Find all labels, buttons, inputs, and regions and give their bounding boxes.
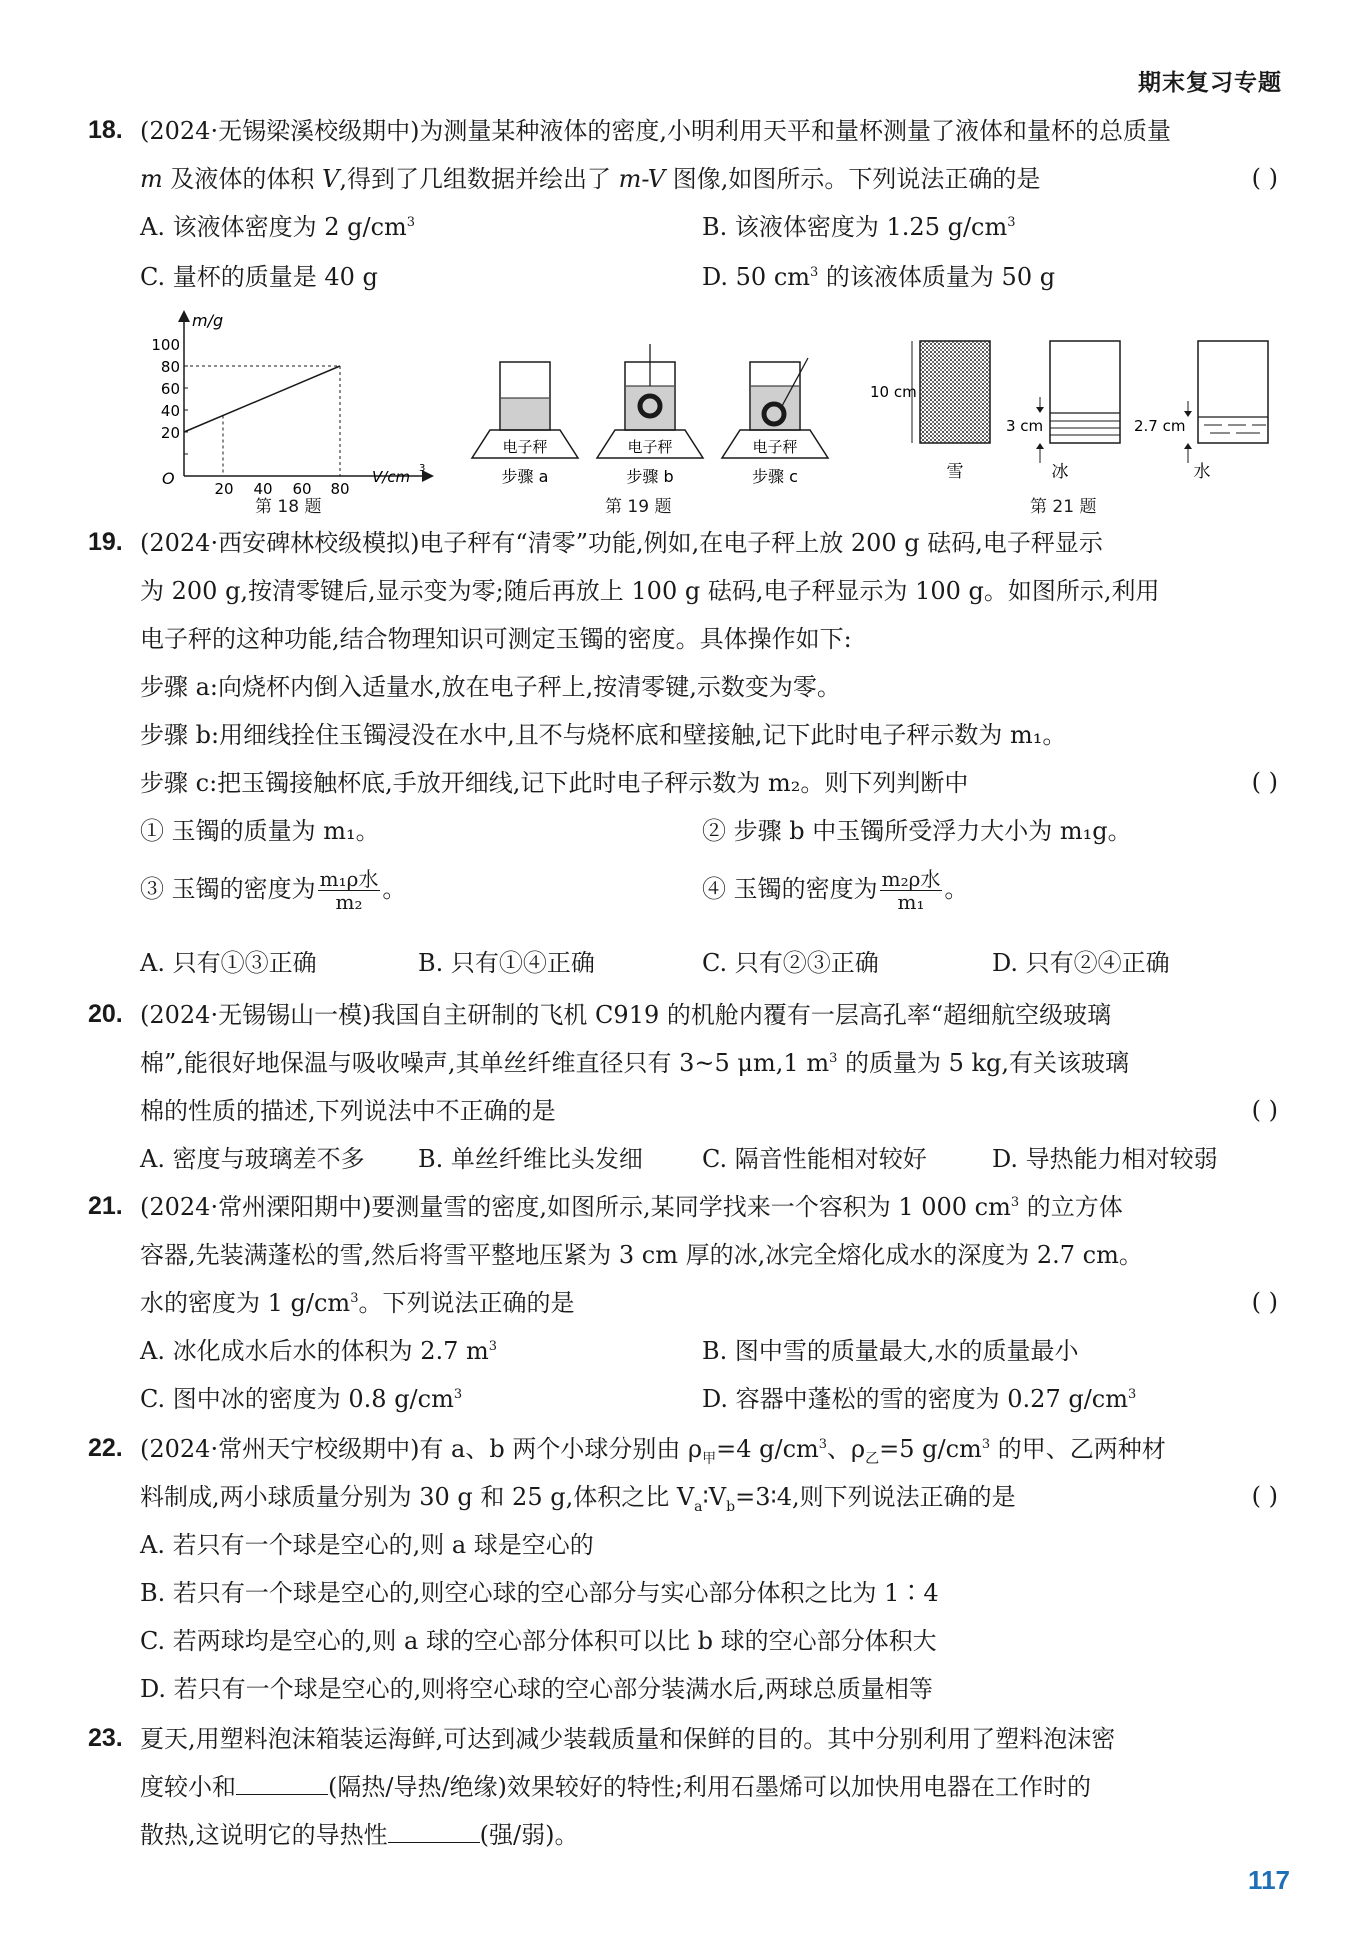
sup: 3: [981, 1437, 991, 1452]
q19-statement-3: [140, 868, 406, 913]
q21-option-a-text: A. 冰化成水后水的体积为 2.7 m: [140, 1337, 489, 1365]
q22-line2: [140, 1482, 1016, 1522]
q22-line1: [140, 1434, 1166, 1474]
q22-text: =5 g/cm: [879, 1435, 982, 1463]
q20-option-b: B. 单丝纤维比头发细: [418, 1145, 643, 1173]
scale-step-a: [472, 362, 578, 486]
q21-line1-text2: 的立方体: [1019, 1193, 1123, 1221]
sub: a: [694, 1498, 703, 1515]
water: [626, 386, 674, 429]
q19-option-d: D. 只有②④正确: [992, 949, 1170, 977]
q18-var-m: m: [140, 165, 163, 193]
q20-line2-text: 棉”,能很好地保温与吸收噪声,其单丝纤维直径只有 3~5 μm,1 m: [140, 1049, 830, 1077]
q20-line2: [140, 1048, 1129, 1078]
figure-18-caption: 第 18 题: [255, 497, 322, 517]
x-axis-label-text: V/cm: [372, 468, 411, 486]
question-number-22: 22.: [88, 1434, 123, 1462]
q18-option-d-text2: 的该液体质量为 50 g: [818, 263, 1056, 291]
q21-option-c-text: C. 图中冰的密度为 0.8 g/cm: [140, 1385, 454, 1413]
q21-line1: [140, 1192, 1123, 1222]
q22-option-d: D. 若只有一个球是空心的,则将空心球的空心部分装满水后,两球总质量相等: [140, 1675, 933, 1703]
q23-text: 度较小和: [140, 1773, 236, 1801]
fraction-numerator: m₁ρ水: [319, 867, 379, 891]
q18-text: 及液体的体积: [162, 165, 323, 193]
scale-label: 电子秤: [502, 438, 548, 456]
q18-option-a-text: A. 该液体密度为 2 g/cm: [140, 213, 407, 241]
fraction-denominator: m₁: [897, 890, 925, 914]
step-a-label: 步骤 a: [501, 467, 549, 486]
answer-blank-2[interactable]: [388, 1822, 480, 1843]
q23-text: (隔热/导热/绝缘)效果较好的特性;利用石墨烯可以加快用电器在工作时的: [328, 1773, 1091, 1801]
q21-option-d: [702, 1384, 1136, 1414]
q22-option-c: C. 若两球均是空心的,则 a 球的空心部分体积可以比 b 球的空心部分体积大: [140, 1627, 937, 1655]
q22-text: =3∶4,则下列说法正确的是: [735, 1483, 1016, 1511]
q18-option-d: [702, 262, 1055, 292]
q22-option-a: A. 若只有一个球是空心的,则 a 球是空心的: [140, 1531, 594, 1559]
answer-paren-20: ( ): [1251, 1096, 1278, 1124]
q23-line1: 夏天,用塑料泡沫箱装运海鲜,可达到减少装载质量和保鲜的目的。其中分别利用了塑料泡沫密: [140, 1725, 1116, 1753]
y-tick-60: 60: [160, 380, 180, 398]
q18-option-a: [140, 212, 415, 242]
q20-option-d: D. 导热能力相对较弱: [992, 1145, 1218, 1173]
y-tick-80: 80: [160, 358, 180, 376]
q19-line2: 为 200 g,按清零键后,显示变为零;随后再放上 100 g 砝码,电子秤显示为 100 g。如图所示,利用: [140, 577, 1160, 605]
water-layer: [1198, 417, 1268, 433]
question-number-19: 19.: [88, 528, 123, 556]
answer-paren-18: ( ): [1251, 164, 1278, 192]
sup: 3: [453, 1387, 463, 1402]
q19-line3: 电子秤的这种功能,结合物理知识可测定玉镯的密度。具体操作如下:: [140, 625, 852, 653]
figure-21-snow-ice-water: [870, 335, 1290, 490]
x-axis-label-sup: 3: [419, 463, 426, 474]
q19-step-b: 步骤 b:用细线拴住玉镯浸没在水中,且不与烧杯底和壁接触,记下此时电子秤示数为 m₁。: [140, 721, 1067, 749]
scale-step-b: [597, 344, 703, 486]
q23-text: (强/弱)。: [479, 1821, 579, 1849]
answer-paren-19: ( ): [1251, 768, 1278, 796]
q21-line2: 容器,先装满蓬松的雪,然后将雪平整地压紧为 3 cm 厚的冰,冰完全熔化成水的深度为 2.7 cm。: [140, 1241, 1143, 1269]
q18-line2: [140, 164, 1040, 194]
period: 。: [944, 875, 969, 903]
q18-var-v: V: [322, 165, 340, 193]
answer-paren-22: ( ): [1251, 1482, 1278, 1510]
sub: b: [726, 1498, 736, 1515]
y-tick-20: 20: [160, 424, 180, 442]
y-tick-40: 40: [160, 402, 180, 420]
fraction: [318, 868, 381, 913]
plot-area: [184, 366, 340, 476]
q22-text: 的甲、乙两种材: [990, 1435, 1166, 1463]
y-tick-labels: [151, 336, 180, 442]
x-axis-label: [372, 468, 410, 486]
fraction-denominator: m₂: [335, 890, 363, 914]
answer-blank-1[interactable]: [236, 1774, 328, 1795]
water-label: 水: [1193, 462, 1211, 482]
ice-layer: [1050, 413, 1120, 435]
x-tick-60: 60: [292, 480, 312, 498]
q22-text: 料制成,两小球质量分别为 30 g 和 25 g,体积之比 V: [140, 1483, 695, 1511]
period: 。: [382, 875, 407, 903]
sup: 3: [488, 1339, 498, 1354]
q19-step-c: 步骤 c:把玉镯接触杯底,手放开细线,记下此时电子秤示数为 m₂。则下列判断中: [140, 769, 969, 797]
sup: 3: [1128, 1387, 1137, 1402]
sup: 3: [829, 1051, 838, 1066]
scale-label: 电子秤: [752, 438, 798, 456]
fraction-numerator: m₂ρ水: [881, 867, 941, 891]
q21-option-d-text: D. 容器中蓬松的雪的密度为 0.27 g/cm: [702, 1385, 1128, 1413]
q21-option-c: [140, 1384, 462, 1414]
question-number-23: 23.: [88, 1724, 123, 1752]
q19-statement-4-text: ④ 玉镯的密度为: [702, 875, 878, 903]
step-c-label: 步骤 c: [752, 467, 798, 486]
q19-statement-3-text: ③ 玉镯的密度为: [140, 875, 316, 903]
q19-option-b: B. 只有①④正确: [418, 949, 595, 977]
snow-label: 雪: [946, 462, 964, 482]
figure-18-mv-graph: [140, 308, 440, 498]
figure-19-scales: [460, 340, 860, 490]
q18-var-mv: m-V: [618, 165, 666, 193]
q19-statement-1: ① 玉镯的质量为 m₁。: [140, 817, 380, 845]
sup: 3: [350, 1291, 359, 1306]
figure-19-caption: 第 19 题: [605, 497, 672, 517]
sup: 3: [1010, 1195, 1020, 1210]
ice-label: 冰: [1051, 462, 1069, 482]
q23-line2: [140, 1772, 1091, 1802]
answer-paren-21: ( ): [1251, 1288, 1278, 1316]
x-tick-20: 20: [214, 480, 234, 498]
q19-statement-4: [702, 868, 968, 913]
question-number-18: 18.: [88, 116, 123, 144]
y-tick-100: 100: [151, 336, 180, 354]
scale-step-c: [722, 358, 828, 486]
question-number-21: 21.: [88, 1192, 123, 1220]
q19-option-a: A. 只有①③正确: [140, 949, 317, 977]
sup: 3: [818, 1437, 828, 1452]
q21-line3-text: 水的密度为 1 g/cm: [140, 1289, 351, 1317]
q22-text: =4 g/cm: [716, 1435, 819, 1463]
q21-line3-text2: 。下列说法正确的是: [358, 1289, 575, 1317]
q18-option-b: [702, 212, 1016, 242]
scale-label: 电子秤: [627, 438, 673, 456]
snow-height-label: 10 cm: [870, 383, 917, 401]
water-container: [1198, 341, 1268, 443]
q19-line1: (2024·西安碑林校级模拟)电子秤有“清零”功能,例如,在电子秤上放 200 g 砝码,电子秤显示: [140, 529, 1103, 557]
sup: 3: [406, 215, 416, 230]
sub: 甲: [702, 1450, 717, 1467]
figure-21-caption: 第 21 题: [1030, 497, 1097, 517]
arrow-head: [1036, 407, 1044, 413]
q23-text: 散热,这说明它的导热性: [140, 1821, 388, 1849]
q23-line3: [140, 1820, 578, 1850]
arrow-head: [1036, 443, 1044, 449]
fraction: [880, 868, 943, 913]
origin-label: O: [162, 469, 175, 488]
page-number: 117: [1248, 1865, 1290, 1895]
q20-option-c: C. 隔音性能相对较好: [702, 1145, 927, 1173]
q21-option-a: [140, 1336, 497, 1366]
q18-option-d-text: D. 50 cm: [702, 263, 811, 291]
x-tick-80: 80: [330, 480, 350, 498]
q19-statement-2: ② 步骤 b 中玉镯所受浮力大小为 m₁g。: [702, 817, 1132, 845]
arrow-head: [1184, 443, 1192, 449]
x-tick-40: 40: [253, 480, 273, 498]
q22-text: 、ρ: [827, 1435, 866, 1463]
q18-line1: (2024·无锡梁溪校级期中)为测量某种液体的密度,小明利用天平和量杯测量了液体和量杯的总质量: [140, 117, 1172, 145]
sub: 乙: [865, 1450, 880, 1467]
ice-height-label: 3 cm: [1006, 417, 1044, 435]
y-axis-label: m/g: [192, 311, 224, 330]
sup: 3: [810, 265, 819, 280]
water-height-label: 2.7 cm: [1134, 417, 1186, 435]
water: [501, 398, 549, 429]
q22-text: ∶V: [702, 1483, 727, 1511]
q20-line3: 棉的性质的描述,下列说法中不正确的是: [140, 1097, 556, 1125]
q19-step-a: 步骤 a:向烧杯内倒入适量水,放在电子秤上,按清零键,示数变为零。: [140, 673, 841, 701]
q21-line3: [140, 1288, 574, 1318]
q18-text: 图像,如图所示。下列说法正确的是: [665, 165, 1041, 193]
step-b-label: 步骤 b: [626, 467, 674, 486]
question-number-20: 20.: [88, 1000, 123, 1028]
sup: 3: [1007, 215, 1016, 230]
section-header: 期末复习专题: [1138, 70, 1282, 96]
snow-container: [920, 341, 990, 443]
q18-text: ,得到了几组数据并绘出了: [339, 165, 619, 193]
q20-line1: (2024·无锡锡山一模)我国自主研制的飞机 C919 的机舱内覆有一层高孔率“超细航空级玻璃: [140, 1001, 1112, 1029]
q22-option-b: B. 若只有一个球是空心的,则空心球的空心部分与实心部分体积之比为 1∶4: [140, 1579, 939, 1607]
q18-option-c: C. 量杯的质量是 40 g: [140, 263, 378, 291]
q20-option-a: A. 密度与玻璃差不多: [140, 1145, 365, 1173]
q20-line2-text2: 的质量为 5 kg,有关该玻璃: [837, 1049, 1130, 1077]
q19-option-c: C. 只有②③正确: [702, 949, 879, 977]
q18-option-b-text: B. 该液体密度为 1.25 g/cm: [702, 213, 1008, 241]
q21-line1-text: (2024·常州溧阳期中)要测量雪的密度,如图所示,某同学找来一个容积为 1 000 cm: [140, 1193, 1011, 1221]
q22-text: (2024·常州天宁校级期中)有 a、b 两个小球分别由 ρ: [140, 1435, 703, 1463]
q21-option-b: B. 图中雪的质量最大,水的质量最小: [702, 1337, 1079, 1365]
